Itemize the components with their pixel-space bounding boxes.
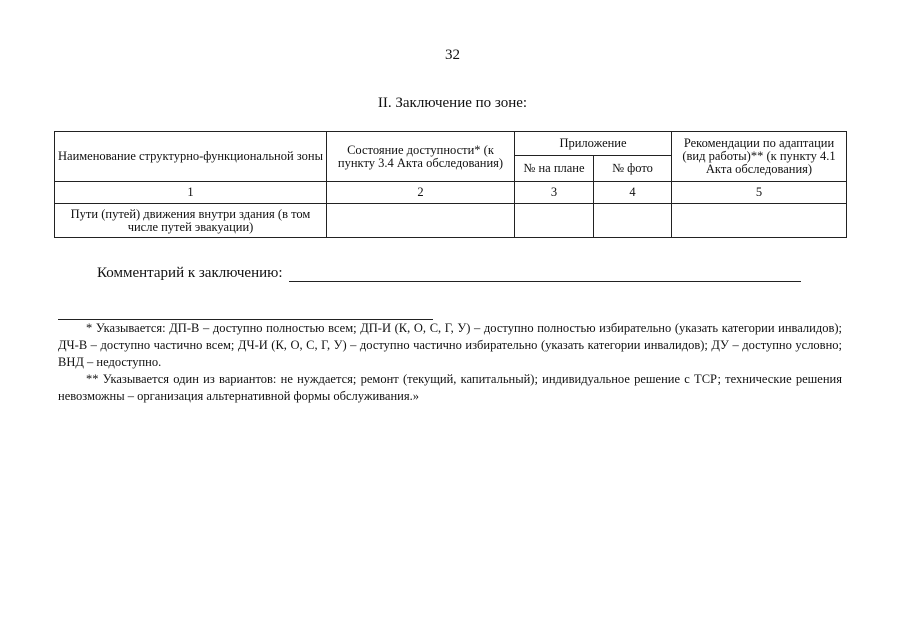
comment-label: Комментарий к заключению: — [97, 265, 283, 281]
table-row — [55, 204, 847, 238]
plan-number-cell — [515, 204, 594, 238]
header-zone-name: Наименование структурно-функциональной зоны — [55, 132, 327, 182]
column-number: 4 — [594, 182, 672, 204]
zone-name-cell: Пути (путей) движения внутри здания (в том числе путей эвакуации) — [55, 204, 327, 238]
section-title: II. Заключение по зоне: — [377, 95, 528, 111]
column-number: 3 — [515, 182, 594, 204]
page-number: 32 — [445, 47, 460, 63]
column-numbers-row — [55, 182, 847, 204]
accessibility-cell — [327, 204, 515, 238]
footnote-recommendations: ** Указывается один из вариантов: не нуждается; ремонт (текущий, капитальный); индивидуальное решение с ТСР; технические решения невозможны – организация альтернативной формы обслуживания.» — [58, 372, 842, 403]
zone-conclusion-table — [54, 131, 847, 238]
footnote-accessibility: * Указывается: ДП-В – доступно полностью всем; ДП-И (К, О, С, Г, У) – доступно полностью избирательно (указать категории инвалидов); ДЧ-В – доступно частично всем; ДЧ-И (К, О, С, Г, У) – доступно частично избирательно (указать категории инвалидов); ДУ – доступно условно; ВНД – недоступно. — [58, 321, 842, 369]
column-number: 2 — [327, 182, 515, 204]
column-number: 5 — [672, 182, 847, 204]
header-photo-number: № фото — [594, 156, 672, 182]
header-accessibility: Состояние доступности* (к пункту 3.4 Акта обследования) — [327, 132, 515, 182]
header-recommendations: Рекомендации по адаптации (вид работы)** (к пункту 4.1 Акта обследования) — [672, 132, 847, 182]
column-number: 1 — [55, 182, 327, 204]
footnotes — [58, 320, 842, 405]
comment-fill-line — [289, 281, 801, 282]
photo-number-cell — [594, 204, 672, 238]
recommendation-cell — [672, 204, 847, 238]
header-plan-number: № на плане — [515, 156, 594, 182]
header-appendix: Приложение — [515, 132, 672, 156]
